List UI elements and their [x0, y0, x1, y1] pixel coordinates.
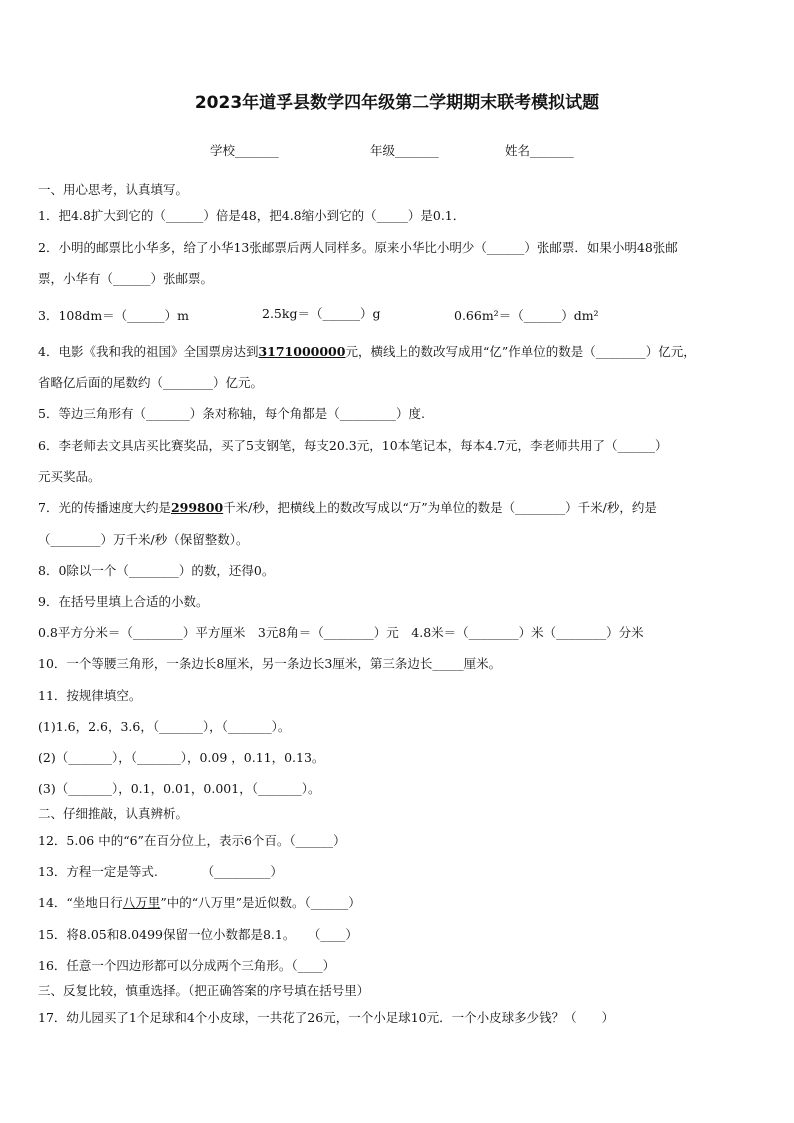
question-4-line-1	[38, 344, 760, 360]
question-6-line-2: 元买奖品。	[38, 469, 101, 484]
name-field: 姓名_______	[505, 143, 574, 158]
question-5: 5．等边三角形有（_______）条对称轴，每个角都是（_________）度.	[38, 406, 425, 421]
question-7-number: 299800	[170, 500, 224, 515]
question-16: 16．任意一个四边形都可以分成两个三角形。（____）	[38, 958, 336, 973]
question-9: 9．在括号里填上合适的小数。	[38, 594, 209, 609]
question-3-part-c: 0.66m²＝（______）dm²	[454, 308, 599, 323]
question-4-text-b: 元，横线上的数改写成用“亿”作单位的数是（________）亿元，	[345, 344, 696, 359]
question-11-part-2: (2)（_______），（_______），0.09 ，0.11，0.13。	[38, 750, 325, 765]
section-heading-2: 二、仔细推敲，认真辨析。	[38, 806, 189, 821]
section-heading-1: 一、用心思考，认真填写。	[38, 182, 189, 197]
question-4-line-2: 省略亿后面的尾数约（________）亿元。	[38, 375, 264, 390]
question-15: 15．将8.05和8.0499保留一位小数都是8.1。 （____）	[38, 927, 358, 942]
question-7-text-a: 7．光的传播速度大约是	[38, 500, 171, 515]
question-4-number: 3171000000	[258, 344, 346, 359]
question-10: 10．一个等腰三角形，一条边长8厘米，另一条边长3厘米，第三条边长_____厘米。	[38, 656, 502, 671]
question-17: 17．幼儿园买了1个足球和4个小皮球，一共花了26元，一个小足球10元．一个小皮球多少钱？（ ）	[38, 1010, 615, 1025]
question-4-text-a: 4．电影《我和我的祖国》全国票房达到	[38, 344, 259, 359]
question-11-part-3: (3)（_______），0.1，0.01，0.001，（_______）。	[38, 781, 321, 796]
grade-field: 年级_______	[370, 143, 439, 158]
question-9-items: 0.8平方分米＝（________）平方厘米 3元8角＝（________）元 4.8米＝（________）米（________）分米	[38, 625, 644, 640]
question-13: 13．方程一定是等式. （_________）	[38, 864, 283, 879]
question-11-part-1: (1)1.6，2.6，3.6，（_______），（_______）。	[38, 719, 291, 734]
question-14	[38, 895, 760, 911]
question-11: 11．按规律填空。	[38, 688, 142, 703]
question-1: 1．把4.8扩大到它的（______）倍是48，把4.8缩小到它的（_____）是0.1．	[38, 208, 466, 223]
section-heading-3: 三、反复比较，慎重选择。（把正确答案的序号填在括号里）	[38, 983, 370, 998]
question-8: 8．0除以一个（________）的数，还得0。	[38, 563, 275, 578]
school-field: 学校_______	[210, 143, 279, 158]
question-3-part-b: 2.5kg＝（______）g	[262, 306, 381, 321]
question-14-underlined: 八万里	[122, 895, 161, 910]
question-6-line-1: 6．李老师去文具店买比赛奖品，买了5支钢笔，每支20.3元，10本笔记本，每本4.7元，李老师共用了（______）	[38, 438, 668, 453]
question-12: 12．5.06 中的“6”在百分位上，表示6个百。（______）	[38, 833, 346, 848]
page-title: 2023年道孚县数学四年级第二学期期末联考模拟试题	[194, 93, 600, 113]
question-7-line-1	[38, 500, 760, 516]
question-2-line-1: 2．小明的邮票比小华多，给了小华13张邮票后两人同样多。原来小华比小明少（______）张邮票．如果小明48张邮	[38, 240, 678, 255]
question-2-line-2: 票，小华有（______）张邮票。	[38, 271, 214, 286]
question-7-line-2: （________）万千米/秒（保留整数）。	[38, 532, 249, 547]
question-14-text-a: 14．“坐地日行	[38, 895, 123, 910]
question-7-text-b: 千米/秒，把横线上的数改写成以“万”为单位的数是（________）千米/秒，约是	[223, 500, 657, 515]
question-14-text-b: ”中的“八万里”是近似数。（______）	[160, 895, 361, 910]
question-3-part-a: 3．108dm＝（______）m	[38, 308, 190, 323]
